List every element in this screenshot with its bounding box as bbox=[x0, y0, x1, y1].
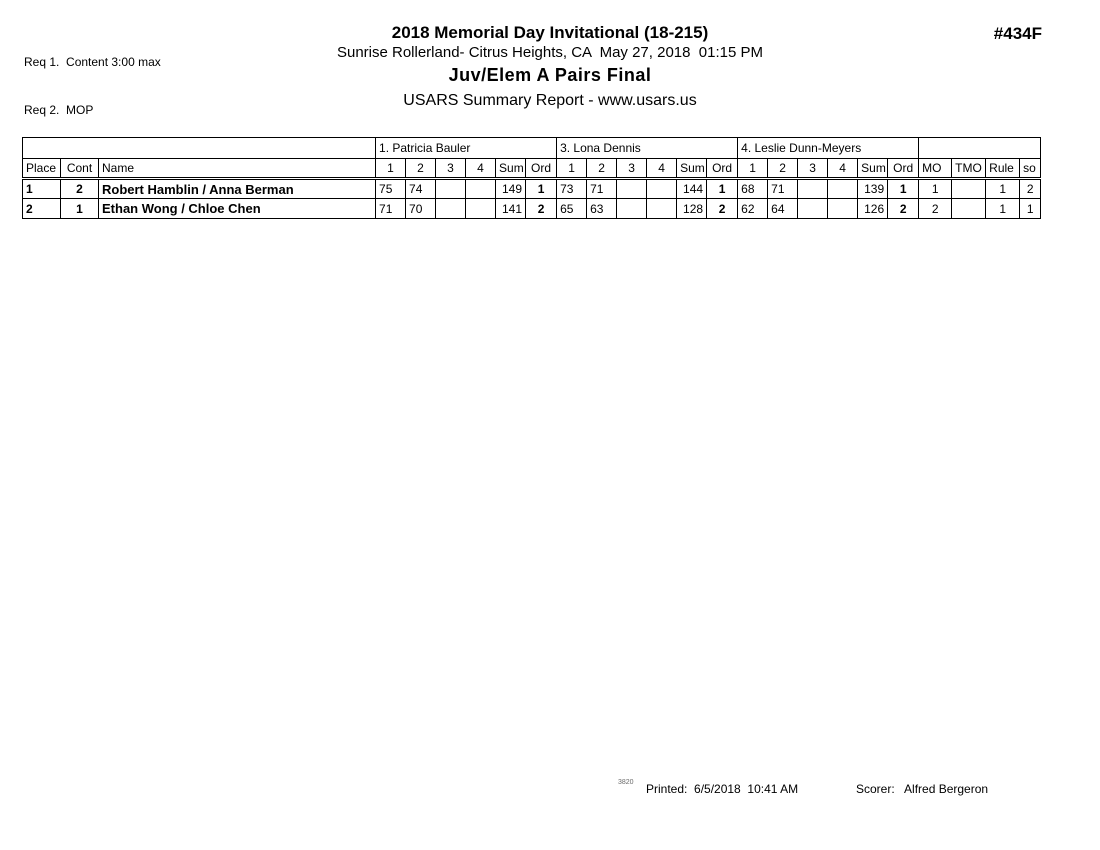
judge3-score-4 bbox=[647, 179, 677, 199]
requirement-line-1: Req 1. Content 3:00 max bbox=[24, 55, 161, 69]
judge-band-row bbox=[23, 138, 1041, 159]
table-row bbox=[23, 179, 1041, 199]
scorer-name: Scorer: Alfred Bergeron bbox=[856, 782, 989, 796]
judge4-ordinal: 2 bbox=[888, 199, 919, 219]
name-column-header: Name bbox=[99, 159, 376, 179]
judge1-ord-header: Ord bbox=[526, 159, 557, 179]
tmo-cell bbox=[952, 199, 986, 219]
judge4-score-4 bbox=[828, 179, 858, 199]
judge1-score-3 bbox=[436, 199, 466, 219]
so-column-header: so bbox=[1020, 159, 1041, 179]
table-row bbox=[23, 199, 1041, 219]
event-number: #434F bbox=[993, 24, 1042, 43]
judge4-ordinal: 1 bbox=[888, 179, 919, 199]
so-cell: 2 bbox=[1020, 179, 1041, 199]
judge1-sum-header: Sum bbox=[496, 159, 526, 179]
judge4-score-2: 71 bbox=[768, 179, 798, 199]
judge1-score-1: 71 bbox=[376, 199, 406, 219]
judge1-col-1-header: 1 bbox=[376, 159, 406, 179]
judge3-score-3 bbox=[617, 179, 647, 199]
judge1-ordinal: 2 bbox=[526, 199, 557, 219]
judge3-ord-header: Ord bbox=[707, 159, 738, 179]
results-table bbox=[22, 137, 1041, 219]
judge4-score-1: 68 bbox=[738, 179, 768, 199]
judge-3-header: 3. Lona Dennis bbox=[557, 138, 738, 159]
judge3-sum: 128 bbox=[677, 199, 707, 219]
so-cell: 1 bbox=[1020, 199, 1041, 219]
judge1-score-4 bbox=[466, 179, 496, 199]
judge3-score-4 bbox=[647, 199, 677, 219]
judge4-score-4 bbox=[828, 199, 858, 219]
judge1-col-3-header: 3 bbox=[436, 159, 466, 179]
judge4-col-3-header: 3 bbox=[798, 159, 828, 179]
column-header-row bbox=[23, 159, 1041, 179]
skater-names-cell: Robert Hamblin / Anna Berman bbox=[99, 179, 376, 199]
judge4-sum: 126 bbox=[858, 199, 888, 219]
place-cell: 2 bbox=[23, 199, 61, 219]
judge1-sum: 149 bbox=[496, 179, 526, 199]
judge-band-spacer-left bbox=[23, 138, 376, 159]
place-column-header: Place bbox=[23, 159, 61, 179]
rule-column-header: Rule bbox=[986, 159, 1020, 179]
skater-names-cell: Ethan Wong / Chloe Chen bbox=[99, 199, 376, 219]
judge4-sum: 139 bbox=[858, 179, 888, 199]
judge3-score-2: 63 bbox=[587, 199, 617, 219]
judge1-score-4 bbox=[466, 199, 496, 219]
judge-band-spacer-right bbox=[919, 138, 1041, 159]
judge3-ordinal: 2 bbox=[707, 199, 738, 219]
printed-timestamp: Printed: 6/5/2018 10:41 AM bbox=[646, 782, 799, 796]
cont-column-header: Cont bbox=[61, 159, 99, 179]
requirement-line-2: Req 2. MOP bbox=[24, 103, 94, 117]
judge1-ordinal: 1 bbox=[526, 179, 557, 199]
mo-cell: 2 bbox=[919, 199, 952, 219]
mo-cell: 1 bbox=[919, 179, 952, 199]
judge3-score-3 bbox=[617, 199, 647, 219]
judge3-score-1: 73 bbox=[557, 179, 587, 199]
judge3-col-4-header: 4 bbox=[647, 159, 677, 179]
judge4-col-2-header: 2 bbox=[768, 159, 798, 179]
event-name: Juv/Elem A Pairs Final bbox=[448, 65, 652, 85]
judge3-sum: 144 bbox=[677, 179, 707, 199]
judge4-score-3 bbox=[798, 179, 828, 199]
judge1-col-4-header: 4 bbox=[466, 159, 496, 179]
judge3-col-2-header: 2 bbox=[587, 159, 617, 179]
judge1-sum: 141 bbox=[496, 199, 526, 219]
rule-cell: 1 bbox=[986, 199, 1020, 219]
judge4-score-3 bbox=[798, 199, 828, 219]
judge3-ordinal: 1 bbox=[707, 179, 738, 199]
competition-title: 2018 Memorial Day Invitational (18-215) bbox=[391, 23, 709, 42]
judge3-score-1: 65 bbox=[557, 199, 587, 219]
judge3-sum-header: Sum bbox=[677, 159, 707, 179]
judge4-ord-header: Ord bbox=[888, 159, 919, 179]
contestant-number-cell: 1 bbox=[61, 199, 99, 219]
judge4-score-2: 64 bbox=[768, 199, 798, 219]
mo-column-header: MO bbox=[919, 159, 952, 179]
judge1-score-2: 74 bbox=[406, 179, 436, 199]
rule-cell: 1 bbox=[986, 179, 1020, 199]
tmo-column-header: TMO bbox=[952, 159, 986, 179]
judge4-score-1: 62 bbox=[738, 199, 768, 219]
report-type: USARS Summary Report - www.usars.us bbox=[403, 92, 697, 109]
judge1-score-1: 75 bbox=[376, 179, 406, 199]
report-header bbox=[0, 22, 1100, 113]
tmo-cell bbox=[952, 179, 986, 199]
judge1-score-3 bbox=[436, 179, 466, 199]
judge1-score-2: 70 bbox=[406, 199, 436, 219]
judge1-col-2-header: 2 bbox=[406, 159, 436, 179]
judge-1-header: 1. Patricia Bauler bbox=[376, 138, 557, 159]
judge3-score-2: 71 bbox=[587, 179, 617, 199]
venue-date-line: Sunrise Rollerland- Citrus Heights, CA May 27, 2018 01:15 PM bbox=[336, 44, 764, 61]
judge4-col-1-header: 1 bbox=[738, 159, 768, 179]
judge4-sum-header: Sum bbox=[858, 159, 888, 179]
judge4-col-4-header: 4 bbox=[828, 159, 858, 179]
judge3-col-3-header: 3 bbox=[617, 159, 647, 179]
contestant-number-cell: 2 bbox=[61, 179, 99, 199]
place-cell: 1 bbox=[23, 179, 61, 199]
judge-4-header: 4. Leslie Dunn-Meyers bbox=[738, 138, 919, 159]
report-code: 3820 bbox=[618, 779, 634, 786]
judge3-col-1-header: 1 bbox=[557, 159, 587, 179]
